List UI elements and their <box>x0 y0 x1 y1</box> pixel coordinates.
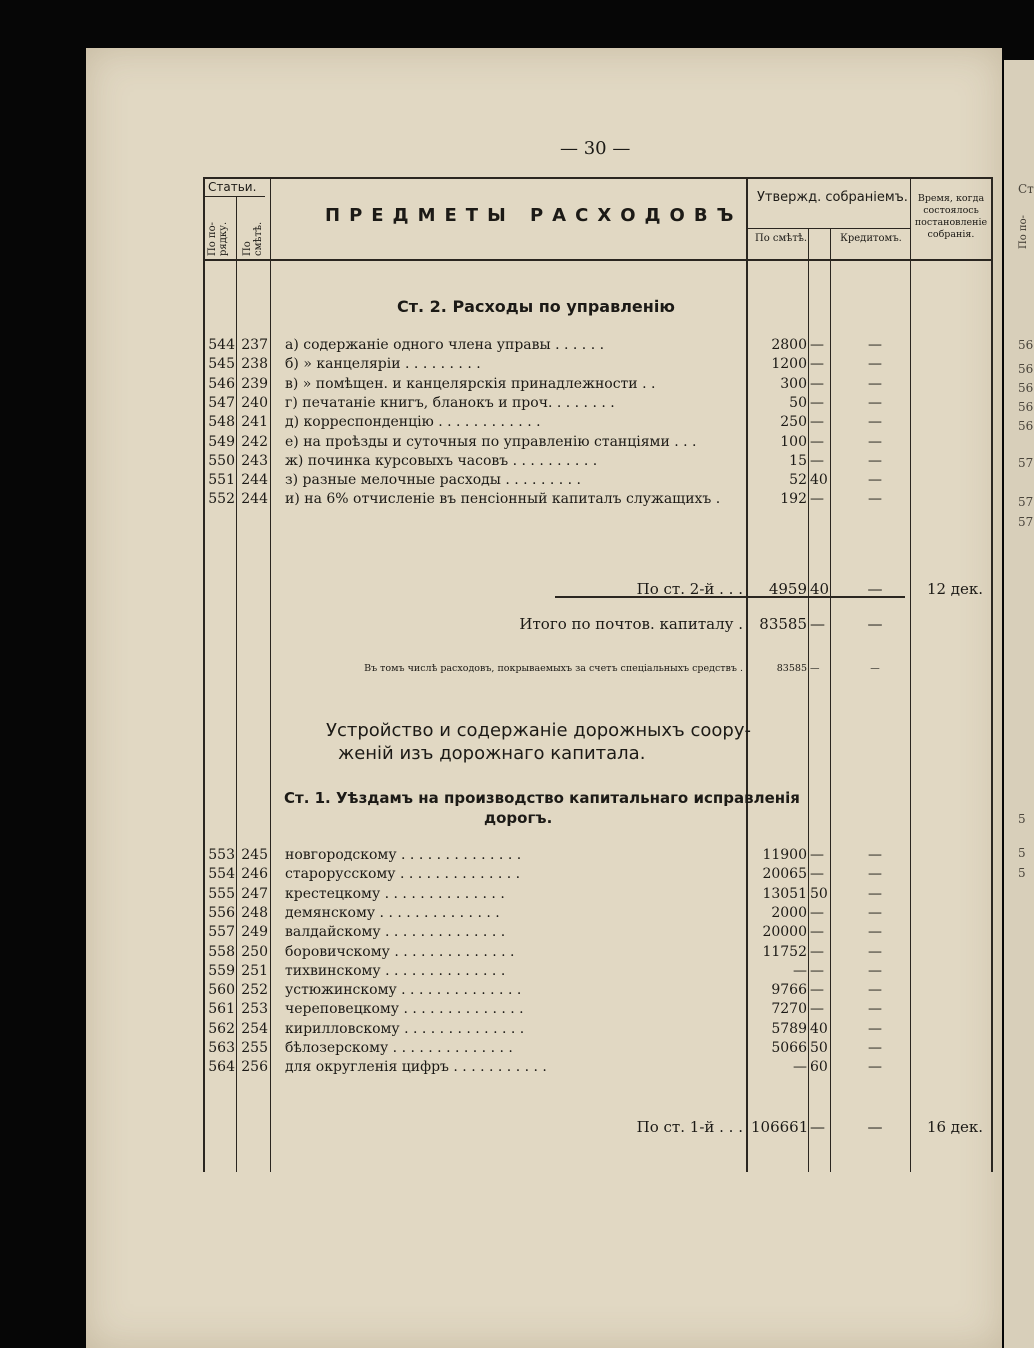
row-credit: — <box>868 356 882 373</box>
row-kopecks: — <box>810 866 824 883</box>
row-description: устюжинскому . . . . . . . . . . . . . . <box>285 982 522 999</box>
row-estimate-number: 240 <box>241 394 268 411</box>
row-rubles: 15 <box>789 452 807 469</box>
vtom-rub: 83585 <box>776 663 807 674</box>
section2-total-date: 16 дек. <box>926 1118 984 1136</box>
row-rubles: 2800 <box>771 337 807 353</box>
row-rubles: 20000 <box>762 924 807 941</box>
row-estimate-number: 237 <box>241 337 268 353</box>
row-estimate-number: 250 <box>241 943 268 960</box>
row-credit: — <box>868 414 882 431</box>
row-description: б) » канцеляріи . . . . . . . . . <box>285 356 481 373</box>
row-description: в) » помѣщен. и канцелярскія принадлежности . . <box>285 375 656 392</box>
row-number: 546 <box>208 375 235 392</box>
facing-page-number: 56 <box>1018 338 1034 352</box>
row-description: демянскому . . . . . . . . . . . . . . <box>285 904 500 921</box>
row-credit: — <box>868 1001 882 1018</box>
section1-total-date: 12 дек. <box>926 580 984 598</box>
row-credit: — <box>868 491 882 508</box>
table-row <box>205 413 991 432</box>
facing-page-number: 56 <box>1018 381 1034 395</box>
row-estimate-number: 255 <box>241 1040 268 1056</box>
row-rubles: — <box>793 962 807 979</box>
row-credit: — <box>868 394 882 411</box>
row-rubles: 11752 <box>762 943 807 960</box>
row-credit: — <box>868 1040 882 1056</box>
facing-page-number: 5 <box>1018 846 1026 860</box>
row-kopecks: 50 <box>810 885 828 902</box>
header-kreditom: Кредитомъ. <box>840 233 902 244</box>
section2-total-kop: — <box>810 1118 825 1136</box>
table-row <box>205 885 991 904</box>
row-number: 556 <box>208 904 235 921</box>
row-rubles: 20065 <box>762 866 807 883</box>
row-credit: — <box>868 885 882 902</box>
row-kopecks: — <box>810 433 824 450</box>
row-rubles: — <box>793 1059 807 1076</box>
section2-total-credit: — <box>867 1118 883 1136</box>
row-number: 560 <box>208 982 235 999</box>
table-row <box>205 336 991 355</box>
itogo-rub: 83585 <box>759 615 807 633</box>
row-credit: — <box>868 904 882 921</box>
row-estimate-number: 244 <box>241 491 268 508</box>
table-row <box>205 375 991 394</box>
row-number: 563 <box>208 1040 235 1056</box>
row-kopecks: — <box>810 924 824 941</box>
table-row <box>205 923 991 942</box>
row-estimate-number: 247 <box>241 885 268 902</box>
facing-page-number: 56 <box>1018 400 1034 414</box>
row-rubles: 1200 <box>771 356 807 373</box>
row-description: д) корреспонденцію . . . . . . . . . . . . <box>285 414 541 431</box>
row-description: з) разные мелочные расходы . . . . . . . . . <box>285 472 582 489</box>
row-kopecks: 50 <box>810 1040 828 1056</box>
row-description: бѣлозерскому . . . . . . . . . . . . . . <box>285 1040 513 1056</box>
header-vremya: Время, когда состоялось постановленіе собранія. <box>914 193 988 240</box>
facing-page-edge <box>1004 60 1034 1348</box>
row-kopecks: — <box>810 943 824 960</box>
header-po-smete-col: По смѣтѣ. <box>755 233 808 244</box>
row-rubles: 50 <box>789 394 807 411</box>
facing-page-number: 57 <box>1018 495 1034 509</box>
row-estimate-number: 243 <box>241 452 268 469</box>
row-rubles: 2000 <box>771 904 807 921</box>
row-rubles: 100 <box>780 433 807 450</box>
row-kopecks: — <box>810 394 824 411</box>
row-description: е) на проѣзды и суточныя по управленію станціями . . . <box>285 433 697 450</box>
row-description: крестецкому . . . . . . . . . . . . . . <box>285 885 505 902</box>
facing-page-number: 56 <box>1018 362 1034 376</box>
row-rubles: 52 <box>789 472 807 489</box>
table-row <box>205 981 991 1000</box>
table-row <box>205 355 991 374</box>
row-estimate-number: 254 <box>241 1020 268 1037</box>
row-estimate-number: 245 <box>241 847 268 863</box>
row-kopecks: — <box>810 904 824 921</box>
section2-title-line1: Устройство и содержаніе дорожныхъ соору- <box>326 720 751 741</box>
table-row <box>205 433 991 452</box>
facing-page-number: 5 <box>1018 866 1026 880</box>
row-rubles: 5789 <box>771 1020 807 1037</box>
row-estimate-number: 253 <box>241 1001 268 1018</box>
row-rubles: 7270 <box>771 1001 807 1018</box>
row-kopecks: 60 <box>810 1059 828 1076</box>
row-number: 561 <box>208 1001 235 1018</box>
table-row <box>205 471 991 490</box>
row-number: 544 <box>208 337 235 353</box>
row-number: 557 <box>208 924 235 941</box>
vtom-row <box>205 659 991 678</box>
row-number: 551 <box>208 472 235 489</box>
row-credit: — <box>868 982 882 999</box>
row-estimate-number: 249 <box>241 924 268 941</box>
row-credit: — <box>868 847 882 863</box>
row-rubles: 192 <box>780 491 807 508</box>
section2-total-rub: 106661 <box>751 1118 809 1136</box>
row-rubles: 250 <box>780 414 807 431</box>
row-rubles: 9766 <box>771 982 807 999</box>
row-estimate-number: 256 <box>241 1059 268 1076</box>
table-row <box>205 943 991 962</box>
row-number: 552 <box>208 491 235 508</box>
section1-heading: Ст. 2. Расходы по управленію <box>397 297 675 316</box>
row-number: 545 <box>208 356 235 373</box>
table-row <box>205 962 991 981</box>
row-description: боровичскому . . . . . . . . . . . . . . <box>285 943 515 960</box>
row-number: 548 <box>208 414 235 431</box>
row-description: и) на 6% отчисленіе въ пенсіонный капиталъ служащихъ . <box>285 491 721 508</box>
row-description: тихвинскому . . . . . . . . . . . . . . <box>285 962 506 979</box>
row-estimate-number: 248 <box>241 904 268 921</box>
facing-page-number: 5 <box>1018 812 1026 826</box>
row-number: 550 <box>208 452 235 469</box>
row-credit: — <box>868 375 882 392</box>
row-number: 559 <box>208 962 235 979</box>
row-description: новгородскому . . . . . . . . . . . . . . <box>285 847 522 863</box>
row-rubles: 13051 <box>762 885 807 902</box>
row-estimate-number: 239 <box>241 375 268 392</box>
section2-heading-line1: Ст. 1. Уѣздамъ на производство капитальнаго исправленія <box>284 789 800 807</box>
table-row <box>205 490 991 509</box>
header-utverzhd: Утвержд. собраніемъ. <box>757 190 908 205</box>
table-row <box>205 394 991 413</box>
row-credit: — <box>868 337 882 353</box>
row-kopecks: — <box>810 1001 824 1018</box>
section1-total-kop: 40 <box>810 580 830 598</box>
row-description: кирилловскому . . . . . . . . . . . . . . <box>285 1020 525 1037</box>
row-number: 555 <box>208 885 235 902</box>
row-estimate-number: 251 <box>241 962 268 979</box>
row-credit: — <box>868 1059 882 1076</box>
row-estimate-number: 241 <box>241 414 268 431</box>
row-estimate-number: 242 <box>241 433 268 450</box>
row-estimate-number: 246 <box>241 866 268 883</box>
section2-heading-line2: дорогъ. <box>484 809 553 827</box>
header-title: ПРЕДМЕТЫ РАСХОДОВЪ <box>325 205 743 226</box>
row-credit: — <box>868 452 882 469</box>
table-row <box>205 1039 991 1058</box>
itogo-row <box>205 615 991 634</box>
section1-total-label: По ст. 2-й . . . <box>636 580 743 598</box>
section2-total <box>205 1118 991 1137</box>
facing-page-number: 57 <box>1018 456 1034 470</box>
facing-page-number: 56 <box>1018 419 1034 433</box>
row-number: 558 <box>208 943 235 960</box>
itogo-credit: — <box>867 615 883 633</box>
table-row <box>205 452 991 471</box>
row-credit: — <box>868 866 882 883</box>
table-row <box>205 846 991 865</box>
row-kopecks: — <box>810 356 824 373</box>
facing-page-number: 57 <box>1018 515 1034 529</box>
vtom-credit: — <box>870 663 880 674</box>
section2-total-label: По ст. 1-й . . . <box>636 1118 743 1136</box>
section1-total <box>205 580 991 599</box>
vtom-kop: — <box>810 663 820 674</box>
table-row <box>205 865 991 884</box>
row-credit: — <box>868 962 882 979</box>
facing-page-header: Ст <box>1018 182 1034 196</box>
row-number: 547 <box>208 394 235 411</box>
row-number: 549 <box>208 433 235 450</box>
row-credit: — <box>868 924 882 941</box>
itogo-label: Итого по почтов. капиталу . <box>519 615 743 633</box>
row-kopecks: — <box>810 452 824 469</box>
row-estimate-number: 238 <box>241 356 268 373</box>
table-row <box>205 1020 991 1039</box>
row-kopecks: — <box>810 491 824 508</box>
row-kopecks: — <box>810 962 824 979</box>
row-rubles: 11900 <box>762 847 807 863</box>
table-row <box>205 904 991 923</box>
row-credit: — <box>868 472 882 489</box>
row-description: для округленія цифръ . . . . . . . . . . . <box>285 1059 547 1076</box>
row-estimate-number: 252 <box>241 982 268 999</box>
section1-total-credit: — <box>867 580 883 598</box>
row-credit: — <box>868 943 882 960</box>
row-rubles: 5066 <box>771 1040 807 1056</box>
itogo-kop: — <box>810 615 825 633</box>
row-description: старорусскому . . . . . . . . . . . . . . <box>285 866 521 883</box>
section2-title-line2: женій изъ дорожнаго капитала. <box>338 743 646 764</box>
header-po-poryadku: По по-рядку. <box>207 221 229 256</box>
row-description: валдайскому . . . . . . . . . . . . . . <box>285 924 506 941</box>
header-stati: Статьи. <box>208 180 257 194</box>
row-kopecks: — <box>810 337 824 353</box>
row-description: череповецкому . . . . . . . . . . . . . . <box>285 1001 524 1018</box>
row-credit: — <box>868 433 882 450</box>
row-kopecks: 40 <box>810 472 828 489</box>
row-estimate-number: 244 <box>241 472 268 489</box>
row-number: 564 <box>208 1059 235 1076</box>
row-kopecks: — <box>810 375 824 392</box>
row-kopecks: — <box>810 414 824 431</box>
row-number: 562 <box>208 1020 235 1037</box>
header-po-smete: По смѣтѣ. <box>242 221 264 256</box>
row-rubles: 300 <box>780 375 807 392</box>
page-number: — 30 — <box>560 138 631 159</box>
table-row <box>205 1058 991 1077</box>
row-kopecks: 40 <box>810 1020 828 1037</box>
row-kopecks: — <box>810 847 824 863</box>
row-description: а) содержаніе одного члена управы . . . . . . <box>285 337 605 353</box>
table-row <box>205 1000 991 1019</box>
row-description: ж) починка курсовыхъ часовъ . . . . . . . . . . <box>285 452 598 469</box>
row-number: 553 <box>208 847 235 863</box>
row-kopecks: — <box>810 982 824 999</box>
vtom-label: Въ томъ числѣ расходовъ, покрываемыхъ за счетъ спеціальныхъ средствъ . <box>364 663 743 674</box>
row-number: 554 <box>208 866 235 883</box>
row-description: г) печатаніе книгъ, бланокъ и проч. . . . . . . . <box>285 394 615 411</box>
facing-page-rotated-header: По по- <box>1018 215 1029 249</box>
section1-total-rub: 4959 <box>768 580 807 598</box>
row-credit: — <box>868 1020 882 1037</box>
